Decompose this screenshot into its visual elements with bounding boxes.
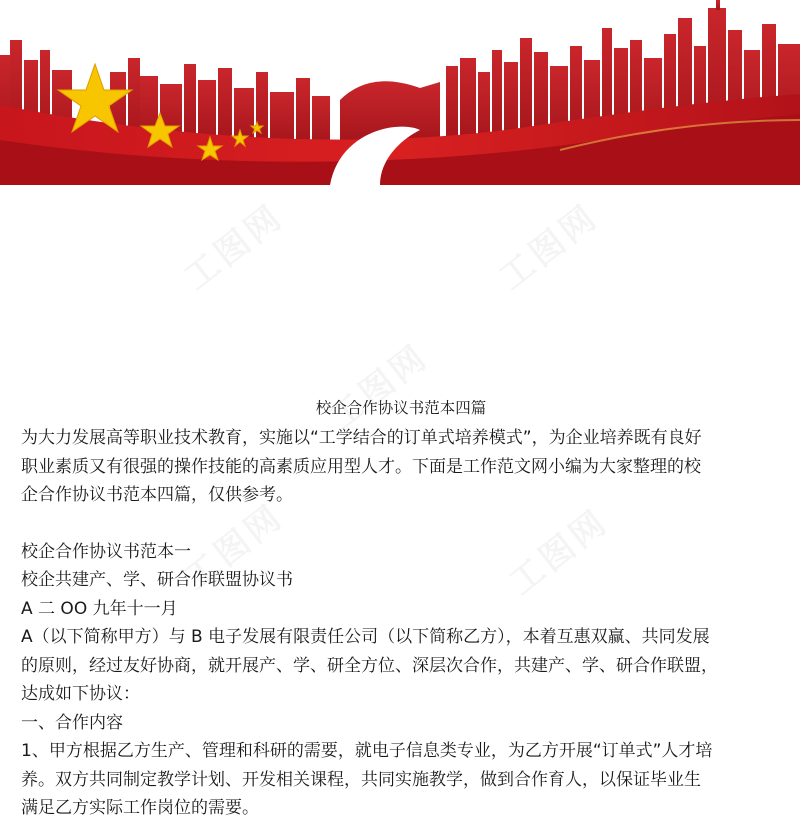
- watermark: [172, 190, 292, 299]
- date-line: A 二 OO 九年十一月: [21, 598, 178, 619]
- watermark: [487, 190, 607, 299]
- clause-line: 满足乙方实际工作岗位的需要。: [21, 798, 259, 818]
- intro-line: 企合作协议书范本四篇，仅供参考。: [21, 485, 293, 505]
- parties-line: A（以下简称甲方）与 B 电子发展有限责任公司（以下简称乙方），本着互惠双赢、共同发展: [21, 627, 710, 647]
- blank-line: [21, 510, 781, 538]
- intro-line: 职业素质又有很强的操作技能的高素质应用型人才。下面是工作范文网小编为大家整理的校: [21, 456, 701, 477]
- clause-line: 1、甲方根据乙方生产、管理和科研的需要，就电子信息类专业，为乙方开展“订单式”人才培: [21, 741, 713, 761]
- cooperation-heading: 一、合作内容: [21, 712, 123, 733]
- intro-line: 为大力发展高等职业技术教育，实施以“工学结合的订单式培养模式”，为企业培养既有良好: [21, 428, 702, 448]
- document-title: 校企合作协议书范本四篇: [315, 399, 487, 417]
- header-banner: [0, 0, 800, 185]
- parties-line: 达成如下协议：: [21, 684, 140, 704]
- city-skyline-illustration: [0, 0, 800, 185]
- clause-line: 养。双方共同制定教学计划、开发相关课程，共同实施教学，做到合作育人，以保证毕业生: [21, 769, 701, 790]
- section-heading: 校企合作协议书范本一: [21, 541, 191, 562]
- document-body: [21, 398, 781, 823]
- agreement-title: 校企共建产、学、研合作联盟协议书: [21, 570, 293, 590]
- parties-line: 的原则，经过友好协商，就开展产、学、研全方位、深层次合作，共建产、学、研合作联盟，: [21, 655, 718, 676]
